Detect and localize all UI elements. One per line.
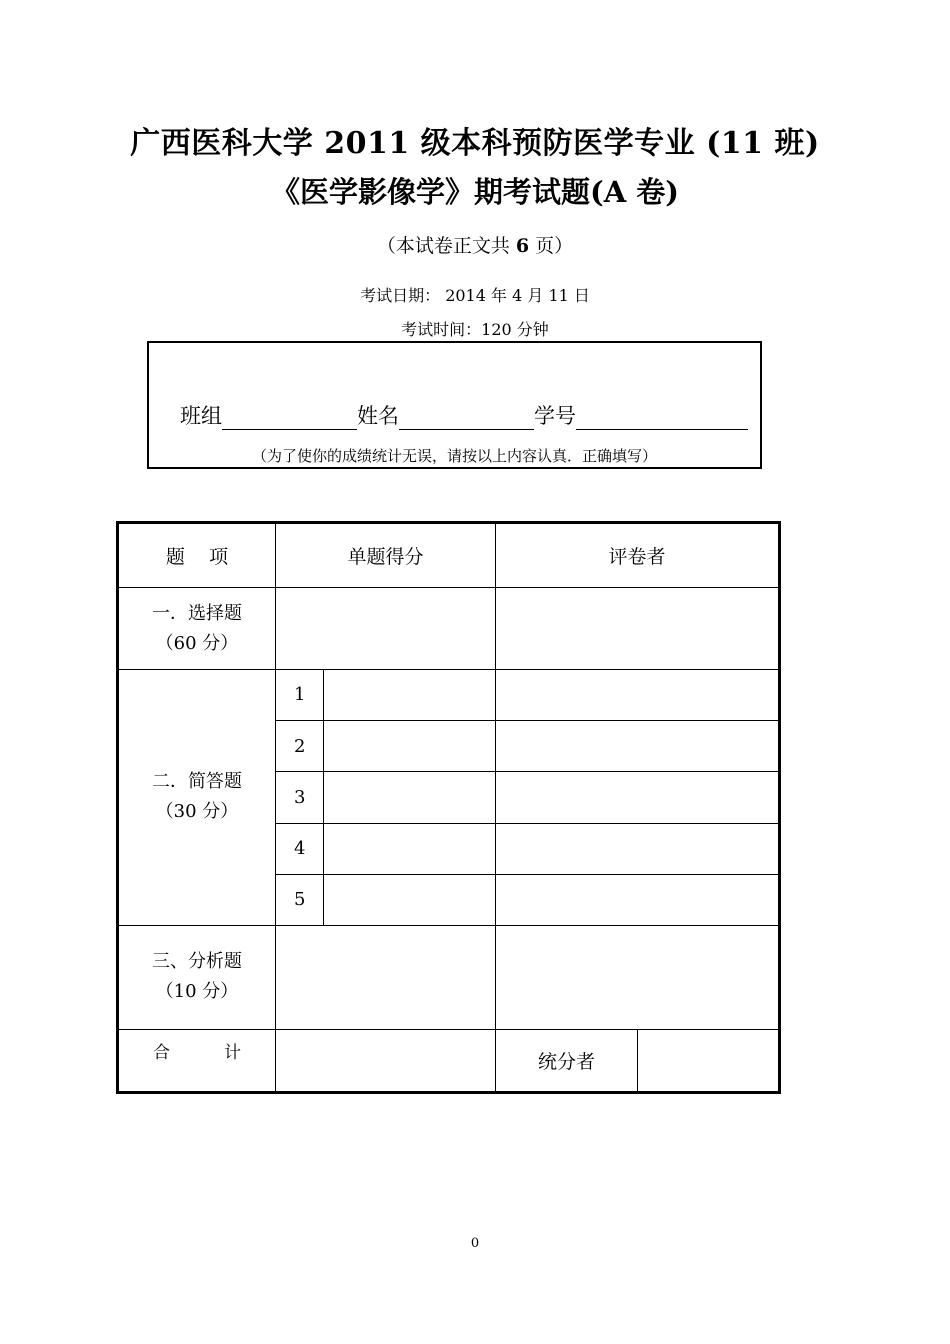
- score-table: [116, 521, 781, 1094]
- section-1-name: 一．选择题: [152, 602, 242, 624]
- tally-label: 统分者: [496, 1029, 638, 1092]
- question-grader-cell[interactable]: [496, 874, 780, 925]
- question-number: 1: [276, 669, 324, 720]
- total-score-cell[interactable]: [276, 1029, 496, 1092]
- page-number: 0: [470, 1236, 480, 1251]
- class-field[interactable]: [222, 401, 357, 430]
- question-number: 4: [276, 823, 324, 874]
- table-row: [118, 588, 780, 669]
- table-row: [118, 926, 780, 1030]
- student-id-field[interactable]: [576, 401, 748, 430]
- section-2-points: （30 分）: [155, 801, 239, 823]
- question-number: 3: [276, 772, 324, 823]
- total-label: 合 计: [118, 1029, 276, 1092]
- section-3-grader-cell[interactable]: [496, 926, 780, 1030]
- student-info-box: [147, 341, 762, 469]
- page-count-number: 6: [515, 235, 530, 257]
- question-grader-cell[interactable]: [496, 721, 780, 772]
- student-id-label: 学号: [534, 404, 576, 428]
- header-grader: 评卷者: [496, 523, 780, 588]
- student-info-row: [180, 400, 748, 430]
- class-label: 班组: [180, 404, 222, 428]
- header-item: 题 项: [118, 523, 276, 588]
- section-1-label: [118, 588, 276, 669]
- page-count-prefix: （本试卷正文共: [376, 235, 516, 257]
- title-line-2: 《医学影像学》期考试题(A 卷): [270, 175, 680, 209]
- question-number: 5: [276, 874, 324, 925]
- page-count-suffix: 页）: [529, 235, 574, 257]
- question-score-cell[interactable]: [324, 772, 496, 823]
- section-1-score-cell[interactable]: [276, 588, 496, 669]
- question-grader-cell[interactable]: [496, 772, 780, 823]
- fill-in-note: （为了使你的成绩统计无误，请按以上内容认真．正确填写）: [251, 447, 657, 465]
- page-count-note: [0, 231, 950, 258]
- question-score-cell[interactable]: [324, 669, 496, 720]
- section-3-name: 三、分析题: [152, 951, 242, 973]
- title-line-1: 广西医科大学 2011 级本科预防医学专业 (11 班): [130, 126, 820, 161]
- section-2-label: [118, 669, 276, 925]
- tally-signature-cell[interactable]: [638, 1029, 780, 1092]
- question-grader-cell[interactable]: [496, 823, 780, 874]
- section-1-points: （60 分）: [155, 632, 239, 654]
- section-3-score-cell[interactable]: [276, 926, 496, 1030]
- table-total-row: [118, 1029, 780, 1092]
- question-score-cell[interactable]: [324, 721, 496, 772]
- exam-time: 考试时间：120 分钟: [401, 320, 549, 339]
- name-label: 姓名: [357, 404, 399, 428]
- question-grader-cell[interactable]: [496, 669, 780, 720]
- question-score-cell[interactable]: [324, 874, 496, 925]
- name-field[interactable]: [399, 401, 534, 430]
- header-score: 单题得分: [276, 523, 496, 588]
- table-row: [118, 669, 780, 720]
- question-number: 2: [276, 721, 324, 772]
- section-1-grader-cell[interactable]: [496, 588, 780, 669]
- section-3-label: [118, 926, 276, 1030]
- question-score-cell[interactable]: [324, 823, 496, 874]
- section-3-points: （10 分）: [155, 981, 239, 1003]
- section-2-name: 二．简答题: [152, 771, 242, 793]
- table-header-row: [118, 523, 780, 588]
- exam-date: 考试日期： 2014 年 4 月 11 日: [360, 286, 590, 305]
